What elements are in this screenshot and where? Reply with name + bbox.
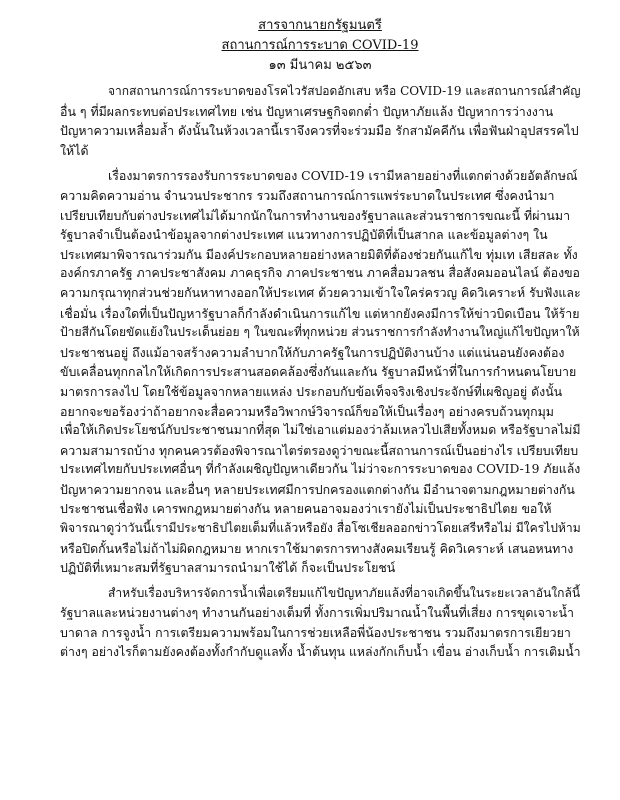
text-line: เชื่อมั่น เรื่องใดที่เป็นปัญหารัฐบาลก็กำลังดำเนินการแก้ไข แต่หากยังคงมีการให้ข่าวบิดเบือน ให้ร้าย <box>60 305 580 321</box>
text-line: ประเทศมาพิจารณาร่วมกัน มีองค์ประกอบหลายอย่างหลายมิติที่ต้องช่วยกันแก้ไข ทุ่มเท เสียสละ ทั้ง <box>60 246 578 262</box>
text-line: ความสามารถบ้าง ทุกคนควรต้องพิจารณาไตร่ตรองดูว่าขณะนี้สถานการณ์เป็นอย่างไร เปรียบเทียบ <box>60 442 579 458</box>
text-line: ความกรุณาทุกส่วนช่วยกันหาทางออกให้ประเทศ ด้วยความเข้าใจใคร่ครวญ คิดวิเคราะห์ รับฟังและ <box>60 285 581 300</box>
text-line: อยากจะขอร้องว่าถ้าอยากจะสื่อความหรือวิพากษ์วิจารณ์ก็ขอให้เป็นเรื่องๆ อย่างครบถ้วนทุกมุม <box>60 403 554 419</box>
text-line: เปรียบเทียบกับต่างประเทศไม่ได้มากนักในการทำงานของรัฐบาลและส่วนราชการขณะนี้ ที่ผ่านมา <box>60 207 571 223</box>
text-line: หรือปิดกั้นหรือไม่ถ้าไม่ผิดกฎหมาย หากเราใช้มาตรการทางสังคมเรียนรู้ คิดวิเคราะห์ เสนอหนทาง <box>60 540 574 556</box>
text-line: เรื่องมาตรการรองรับการระบาดของ COVID-19 เรามีหลายอย่างที่แตกต่างด้วยอัตลักษณ์ <box>108 168 578 184</box>
text-line: ปัญหาความเหลื่อมล้ำ ดังนั้นในห้วงเวลานี้เราจึงควรที่จะร่วมมือ รักสามัคคีกัน เพื่อฟันฝ่าอุปสรรคไป <box>60 123 579 139</box>
document-subtitle: สถานการณ์การระบาด COVID-19 <box>221 38 419 53</box>
paragraph-intro <box>60 82 580 160</box>
text-line: ประชาชนเชื่อฟัง เคารพกฎหมายต่างกัน หลายคนอาจมองว่าเรายังไม่เป็นประชาธิปไตย ขอให้ <box>60 501 552 517</box>
text-line: ความคิดความอ่าน จำนวนประชากร รวมถึงสถานการณ์การแพร่ระบาดในประเทศ ซึ่งคงนำมา <box>60 187 555 203</box>
text-line: ประชาชนอยู่ ถึงแม้อาจสร้างความลำบากให้กับภาครัฐในการปฏิบัติงานบ้าง แต่แน่นอนยังคงต้อง <box>60 344 565 360</box>
text-line: ประเทศไทยกับประเทศอื่นๆ ที่กำลังเผชิญปัญหาเดียวกัน ไม่ว่าจะการระบาดของ COVID-19 ภัยแล้ง <box>60 462 581 477</box>
text-line: พิจารณาดูว่าวันนี้เรามีประชาธิปไตยเต็มที่แล้วหรือยัง สื่อโซเชียลออกข่าวโดยเสรีหรือไม่ มีใครไปห้าม <box>60 521 581 536</box>
document-title: สารจากนายกรัฐมนตรี <box>258 18 382 33</box>
text-line: อื่น ๆ ที่มีผลกระทบต่อประเทศไทย เช่น ปัญหาเศรษฐกิจตกต่ำ ปัญหาภัยแล้ง ปัญหาการว่างงาน <box>60 103 554 119</box>
text-line: องค์กรภาครัฐ ภาคประชาสังคม ภาคธุรกิจ ภาคประชาชน ภาคสื่อมวลชน สื่อสังคมออนไลน์ ต้องขอ <box>60 266 580 281</box>
text-line: จากสถานการณ์การระบาดของโรคไวรัสปอดอักเสบ หรือ COVID-19 และสถานการณ์สำคัญ <box>108 84 581 98</box>
text-line: เพื่อให้เกิดประโยชน์กับประชาชนมากที่สุด ไม่ใช่เอาแต่มองว่าล้มเหลวไปเสียทั้งหมด หรือรัฐบาลไม่มี <box>60 423 581 438</box>
text-line: ปัญหาความยากจน และอื่นๆ หลายประเทศมีการปกครองแตกต่างกัน มีอำนาจตามกฎหมายต่างกัน <box>60 481 575 497</box>
text-line: รัฐบาลและหน่วยงานต่างๆ ทำงานกันอย่างเต็มที่ ทั้งการเพิ่มปริมาณน้ำในพื้นที่เสี่ยง การขุดเจาะน้ำ <box>60 605 574 621</box>
text-line: บาดาล การจูงน้ำ การเตรียมความพร้อมในการช่วยเหลือพี่น้องประชาชน รวมถึงมาตรการเยียวยา <box>60 625 571 641</box>
paragraph-covid-measures <box>60 166 580 577</box>
text-line: ป้ายสีกันโดยขัดแย้งในประเด็นย่อย ๆ ในขณะที่ทุกหน่วย ส่วนราชการกำลังทำงานใหญ่แก้ไขปัญหาให้ <box>60 325 580 340</box>
document-header <box>60 16 580 76</box>
document-date: ๑๓ มีนาคม ๒๕๖๓ <box>268 58 372 73</box>
text-line: มาตรการลงไป โดยใช้ข้อมูลจากหลายแหล่ง ประกอบกับข้อเท็จจริงเชิงประจักษ์ที่เผชิญอยู่ ดังนั้น <box>60 383 563 399</box>
text-line: รัฐบาลจำเป็นต้องนำข้อมูลจากต่างประเทศ แนวทางการปฏิบัติที่เป็นสากล และข้อมูลต่างๆ ใน <box>60 227 548 243</box>
text-line: ปฏิบัติที่เหมาะสมที่รัฐบาลสามารถนำมาใช้ได้ ก็จะเป็นประโยชน์ <box>60 560 396 576</box>
text-line: ขับเคลื่อนทุกกลไกให้เกิดการประสานสอดคล้องซึ่งกันและกัน รัฐบาลมีหน้าที่ในการกำหนดนโยบาย <box>60 364 577 380</box>
text-line: ต่างๆ อย่างไรก็ตามยังคงต้องทั้งกำกับดูแลทั้ง น้ำต้นทุน แหล่งกักเก็บน้ำ เขื่อน อ่างเก็บน้ำ การเติมน้ำ <box>60 644 581 659</box>
text-line: สำหรับเรื่องบริหารจัดการน้ำเพื่อเตรียมแก้ไขปัญหาภัยแล้งที่อาจเกิดขึ้นในระยะเวลาอันใกล้นี้ <box>108 585 581 600</box>
text-line: ให้ได้ <box>60 142 89 158</box>
paragraph-water-management <box>60 584 580 662</box>
